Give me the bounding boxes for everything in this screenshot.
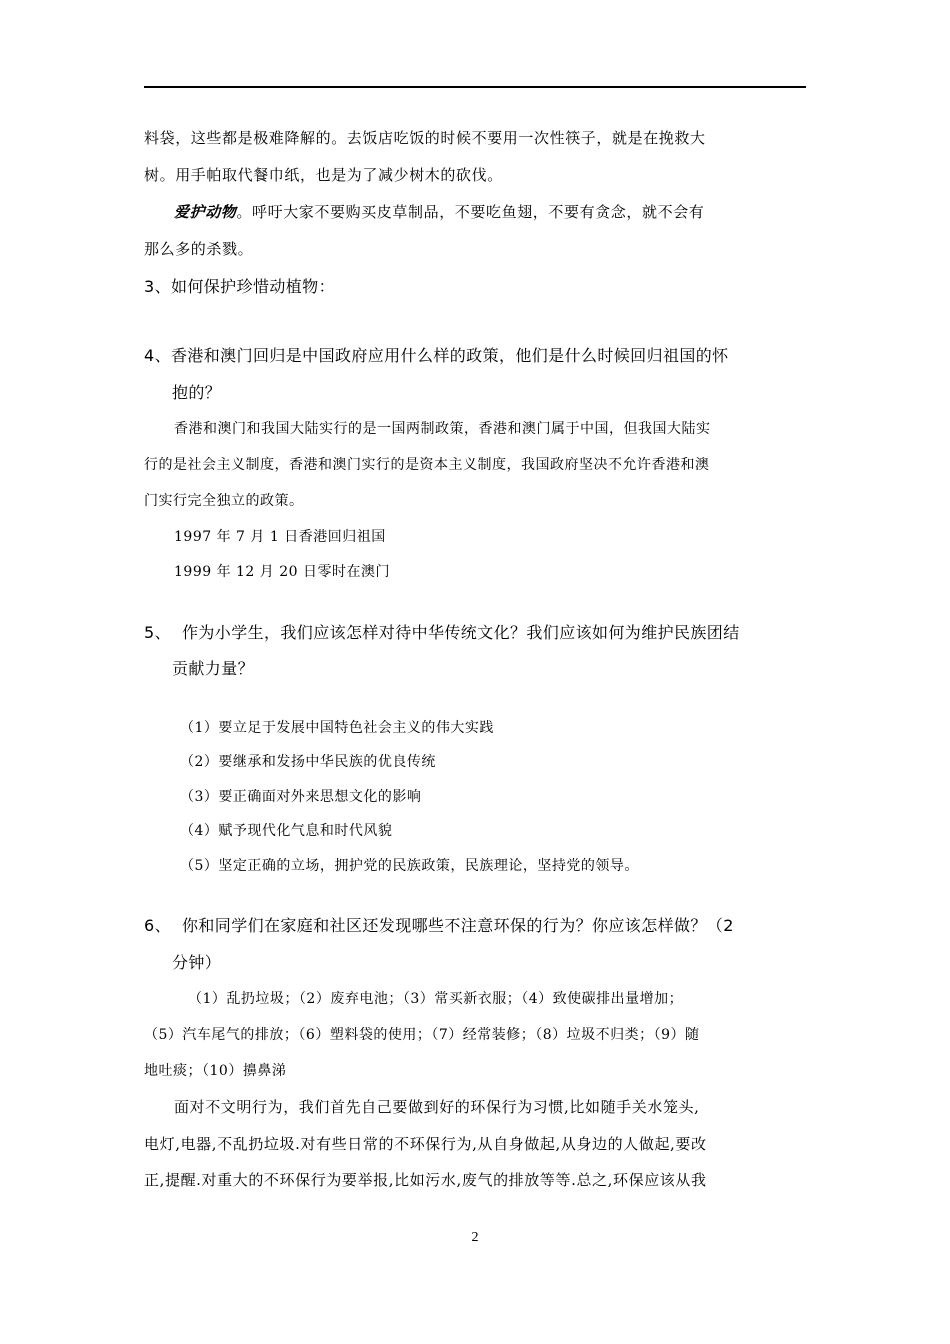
- question-4-title-cont: 抱的？: [172, 383, 222, 402]
- answer-line: 香港和澳门和我国大陆实行的是一国两制政策，香港和澳门属于中国，但我国大陆实: [174, 421, 711, 437]
- list-item: （1）要立足于发展中国特色社会主义的伟大实践: [180, 720, 494, 736]
- list-item: （5）坚定正确的立场，拥护党的民族政策，民族理论，坚持党的领导。: [180, 858, 639, 874]
- question-6-title-cont: 分钟）: [172, 953, 222, 972]
- answer-line: （1）乱扔垃圾；（2）废弃电池；（3）常买新衣服；（4）致使碳排出量增加；: [188, 991, 684, 1007]
- paragraph-line: 料袋，这些都是极难降解的。去饭店吃饭的时候不要用一次性筷子，就是在挽救大: [144, 129, 706, 147]
- question-6-title: 你和同学们在家庭和社区还发现哪些不注意环保的行为？你应该怎样做？（2: [182, 916, 734, 935]
- answer-line: 面对不文明行为，我们首先自己要做到好的环保行为习惯,比如随手关水笼头,: [174, 1098, 700, 1116]
- list-item: （4）赋予现代化气息和时代风貌: [180, 823, 393, 839]
- date-line: 1999 年 12 月 20 日零时在澳门: [174, 564, 391, 580]
- animals-label: 爱护动物: [174, 203, 237, 221]
- answer-line: 地吐痰；（10）擤鼻涕: [144, 1063, 287, 1079]
- question-3-title: 3、如何保护珍惜动植物：: [144, 277, 335, 296]
- paragraph-line: 那么多的杀戮。: [144, 240, 254, 258]
- date-line: 1997 年 7 月 1 日香港回归祖国: [174, 529, 386, 545]
- question-5-title: 作为小学生，我们应该怎样对待中华传统文化？我们应该如何为维护民族团结: [182, 623, 740, 642]
- header-rule: [144, 86, 806, 88]
- paragraph-line: 树。用手帕取代餐巾纸，也是为了减少树木的砍伐。: [144, 166, 503, 184]
- question-4-title: 4、香港和澳门回归是中国政府应用什么样的政策，他们是什么时候回归祖国的怀: [144, 346, 729, 365]
- list-item: （3）要正确面对外来思想文化的影响: [180, 789, 422, 805]
- page-number: 2: [471, 1230, 479, 1245]
- answer-line: 正,提醒.对重大的不环保行为要举报,比如污水,废气的排放等等.总之,环保应该从我: [144, 1171, 707, 1189]
- answer-line: （5）汽车尾气的排放；（6）塑料袋的使用；（7）经常装修；（8）垃圾不归类；（9）随: [144, 1027, 700, 1043]
- answer-line: 行的是社会主义制度，香港和澳门实行的是资本主义制度，我国政府坚决不允许香港和澳: [144, 457, 710, 473]
- answer-line: 门实行完全独立的政策。: [144, 493, 304, 509]
- animals-paragraph: [174, 201, 806, 222]
- question-5-number: 5、: [144, 623, 171, 642]
- question-5-title-cont: 贡献力量？: [172, 659, 255, 678]
- animals-text: 。呼吁大家不要购买皮草制品，不要吃鱼翅，不要有贪念，就不会有: [236, 203, 705, 221]
- list-item: （2）要继承和发扬中华民族的优良传统: [180, 754, 436, 770]
- answer-line: 电灯,电器,不乱扔垃圾.对有些日常的不环保行为,从自身做起,从身边的人做起,要改: [144, 1135, 707, 1153]
- question-6-number: 6、: [144, 916, 171, 935]
